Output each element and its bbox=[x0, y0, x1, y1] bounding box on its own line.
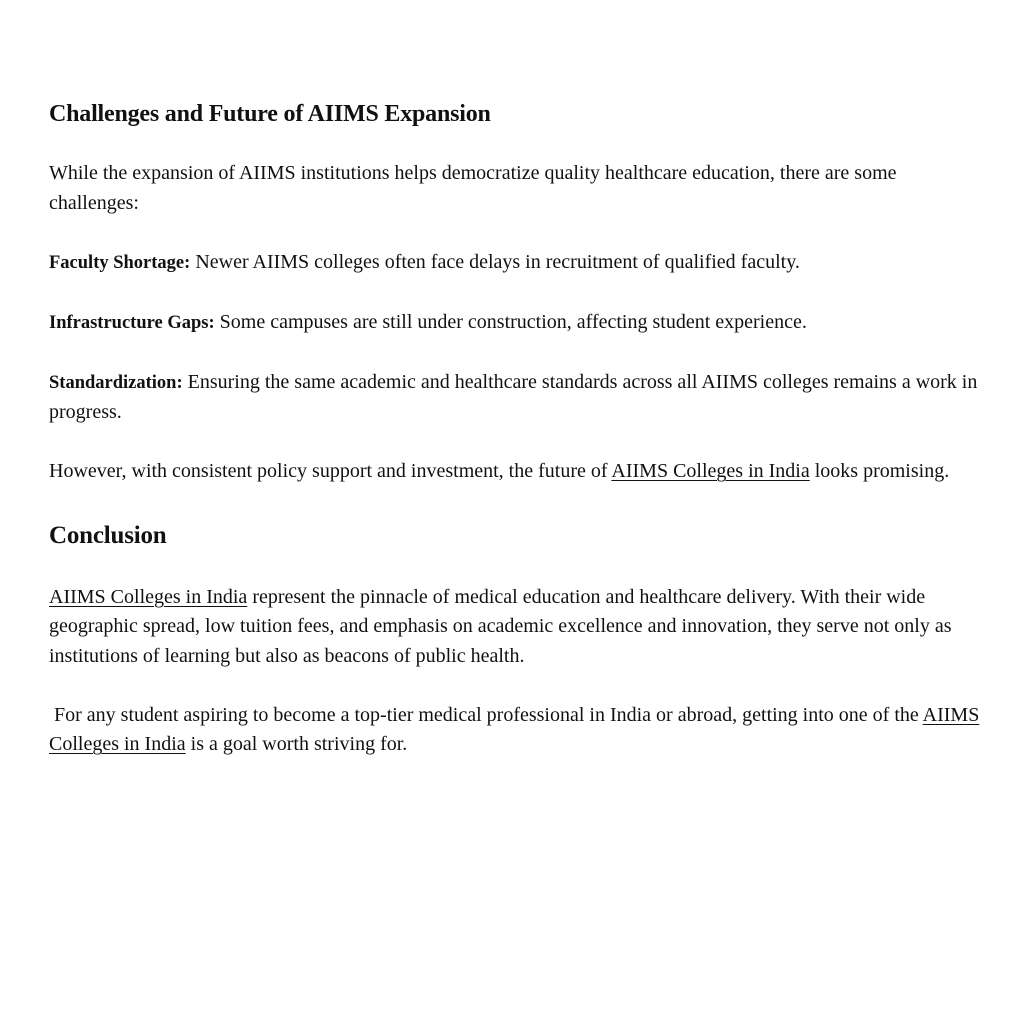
challenge-item-faculty bbox=[49, 248, 984, 279]
challenge-text: Newer AIIMS colleges often face delays in recruitment of qualified faculty. bbox=[190, 250, 800, 273]
challenge-item-standardization bbox=[49, 368, 984, 428]
section-title-conclusion: Conclusion bbox=[49, 521, 167, 549]
intro-paragraph: While the expansion of AIIMS institutions helps democratize quality healthcare education, there are some challenges: bbox=[49, 162, 897, 214]
conclusion-paragraph-2 bbox=[49, 701, 984, 760]
conclusion-text-before: For any student aspiring to become a top-tier medical professional in India or abroad, getting into one of the bbox=[49, 703, 923, 726]
challenge-item-infrastructure bbox=[49, 308, 984, 339]
closing-paragraph bbox=[49, 457, 984, 487]
challenge-label: Standardization: bbox=[49, 372, 183, 393]
article-content bbox=[49, 98, 984, 760]
closing-text-before: However, with consistent policy support and investment, the future of bbox=[49, 460, 612, 482]
conclusion-text: represent the pinnacle of medical education and healthcare delivery. With their wide geographic spread, low tuition fees, and emphasis on academic excellence and innovation, they serve not only as institutions of learning but also as beacons of public health. bbox=[49, 585, 952, 667]
conclusion-text-after: is a goal worth striving for. bbox=[185, 733, 408, 755]
challenge-text: Some campuses are still under construction, affecting student experience. bbox=[214, 310, 807, 333]
conclusion-paragraph-1 bbox=[49, 583, 984, 672]
closing-text-after: looks promising. bbox=[809, 460, 950, 482]
challenge-label: Faculty Shortage: bbox=[49, 252, 191, 273]
aiims-colleges-link[interactable]: AIIMS Colleges in India bbox=[611, 460, 810, 482]
section-title-challenges: Challenges and Future of AIIMS Expansion bbox=[49, 101, 491, 127]
aiims-colleges-link[interactable]: AIIMS Colleges in India bbox=[49, 585, 248, 608]
challenge-text: Ensuring the same academic and healthcare standards across all AIIMS colleges remains a work in progress. bbox=[49, 370, 978, 423]
challenge-label: Infrastructure Gaps: bbox=[49, 312, 215, 333]
aiims-colleges-link[interactable]: AIIMS Colleges in India bbox=[49, 703, 980, 755]
